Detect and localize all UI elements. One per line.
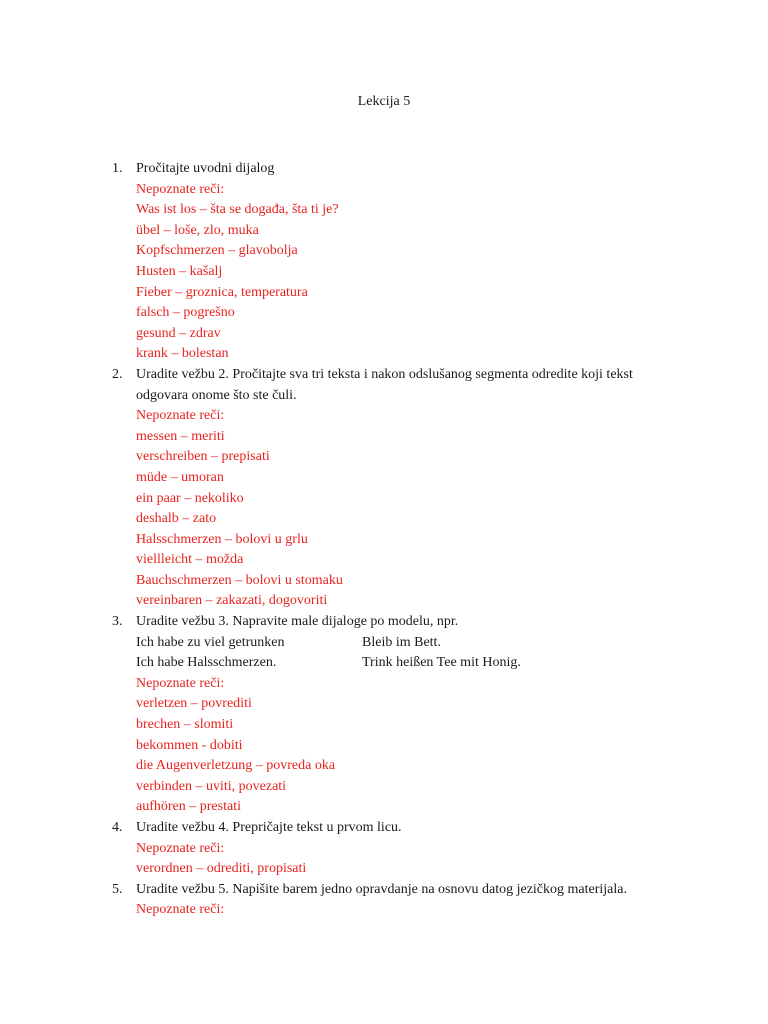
vocab-entry: bekommen - dobiti	[136, 737, 243, 753]
vocab-item	[0, 859, 768, 880]
vocab-label-row	[0, 180, 768, 201]
exercise-instruction-line	[0, 365, 768, 386]
exercise-number: 3.	[112, 614, 123, 630]
instruction-text: Uradite vežbu 2. Pročitajte sva tri teksta i nakon odslušanog segmenta odredite koji tekst	[136, 366, 633, 382]
vocab-item	[0, 200, 768, 221]
vocab-item	[0, 777, 768, 798]
example-response: Trink heißen Tee mit Honig.	[362, 655, 521, 671]
vocab-label-row	[0, 900, 768, 921]
vocab-entry: verordnen – odrediti, propisati	[136, 861, 307, 877]
vocab-entry: die Augenverletzung – povreda oka	[136, 758, 336, 774]
example-prompt: Ich habe Halsschmerzen.	[136, 655, 277, 671]
vocab-item	[0, 591, 768, 612]
vocab-label: Nepoznate reči:	[136, 902, 225, 918]
vocab-item	[0, 530, 768, 551]
vocab-item	[0, 283, 768, 304]
vocab-entry: messen – meriti	[136, 428, 225, 444]
vocab-item	[0, 241, 768, 262]
exercise-number: 5.	[112, 881, 123, 897]
vocab-item	[0, 571, 768, 592]
example-prompt: Ich habe zu viel getrunken	[136, 634, 285, 650]
vocab-entry: aufhören – prestati	[136, 799, 241, 815]
vocab-label: Nepoznate reči:	[136, 408, 225, 424]
vocab-entry: Halsschmerzen – bolovi u grlu	[136, 531, 308, 547]
vocab-item	[0, 550, 768, 571]
vocab-item	[0, 694, 768, 715]
vocab-entry: Fieber – groznica, temperatura	[136, 284, 308, 300]
vocab-item	[0, 344, 768, 365]
instruction-text: Uradite vežbu 3. Napravite male dijaloge po modelu, npr.	[136, 614, 459, 630]
exercise-number: 1.	[112, 161, 123, 176]
exercise-list	[0, 159, 768, 921]
vocab-entry: verschreiben – prepisati	[136, 449, 270, 465]
example-row	[0, 633, 768, 654]
vocab-entry: Kopfschmerzen – glavobolja	[136, 243, 298, 259]
vocab-entry: brechen – slomiti	[136, 717, 234, 733]
instruction-text: Uradite vežbu 5. Napišite barem jedno opravdanje na osnovu datog jezičkog materijala.	[136, 881, 627, 897]
vocab-entry: falsch – pogrešno	[136, 305, 235, 321]
instruction-text: Uradite vežbu 4. Prepričajte tekst u prvom licu.	[136, 820, 402, 835]
vocab-item	[0, 489, 768, 510]
vocab-item	[0, 468, 768, 489]
vocab-item	[0, 324, 768, 345]
vocab-label: Nepoznate reči:	[136, 181, 225, 197]
vocab-item	[0, 797, 768, 818]
vocab-label-row	[0, 839, 768, 860]
instruction-text: odgovara onome što ste čuli.	[136, 387, 297, 403]
vocab-entry: gesund – zdrav	[136, 325, 221, 341]
vocab-entry: viellleicht – možda	[136, 552, 244, 568]
vocab-label-row	[0, 406, 768, 427]
vocab-entry: Was ist los – šta se događa, šta ti je?	[136, 202, 339, 218]
vocab-item	[0, 509, 768, 530]
exercise-instruction-line	[0, 818, 768, 839]
exercise-number: 4.	[112, 820, 123, 835]
vocab-entry: vereinbaren – zakazati, dogovoriti	[136, 593, 328, 609]
vocab-item	[0, 715, 768, 736]
vocab-entry: Bauchschmerzen – bolovi u stomaku	[136, 572, 343, 588]
vocab-entry: krank – bolestan	[136, 346, 229, 362]
vocab-entry: übel – loše, zlo, muka	[136, 222, 259, 238]
vocab-item	[0, 736, 768, 757]
vocab-entry: deshalb – zato	[136, 511, 217, 527]
exercise-instruction-line	[0, 880, 768, 901]
vocab-entry: verletzen – povrediti	[136, 696, 252, 712]
vocab-entry: ein paar – nekoliko	[136, 490, 244, 506]
example-response: Bleib im Bett.	[362, 634, 441, 650]
vocab-item	[0, 221, 768, 242]
vocab-label: Nepoznate reči:	[136, 675, 225, 691]
exercise-number: 2.	[112, 366, 123, 382]
vocab-entry: müde – umoran	[136, 469, 224, 485]
vocab-entry: verbinden – uviti, povezati	[136, 778, 287, 794]
vocab-label: Nepoznate reči:	[136, 840, 225, 856]
example-row	[0, 653, 768, 674]
exercise-instruction-line	[0, 386, 768, 407]
instruction-text: Pročitajte uvodni dijalog	[136, 161, 275, 176]
vocab-item	[0, 262, 768, 283]
vocab-entry: Husten – kašalj	[136, 263, 223, 279]
page-title: Lekcija 5	[357, 94, 411, 109]
vocab-item	[0, 756, 768, 777]
vocab-item	[0, 447, 768, 468]
exercise-instruction-line	[0, 612, 768, 633]
exercise-instruction-line	[0, 159, 768, 180]
vocab-label-row	[0, 674, 768, 695]
vocab-item	[0, 303, 768, 324]
vocab-item	[0, 427, 768, 448]
